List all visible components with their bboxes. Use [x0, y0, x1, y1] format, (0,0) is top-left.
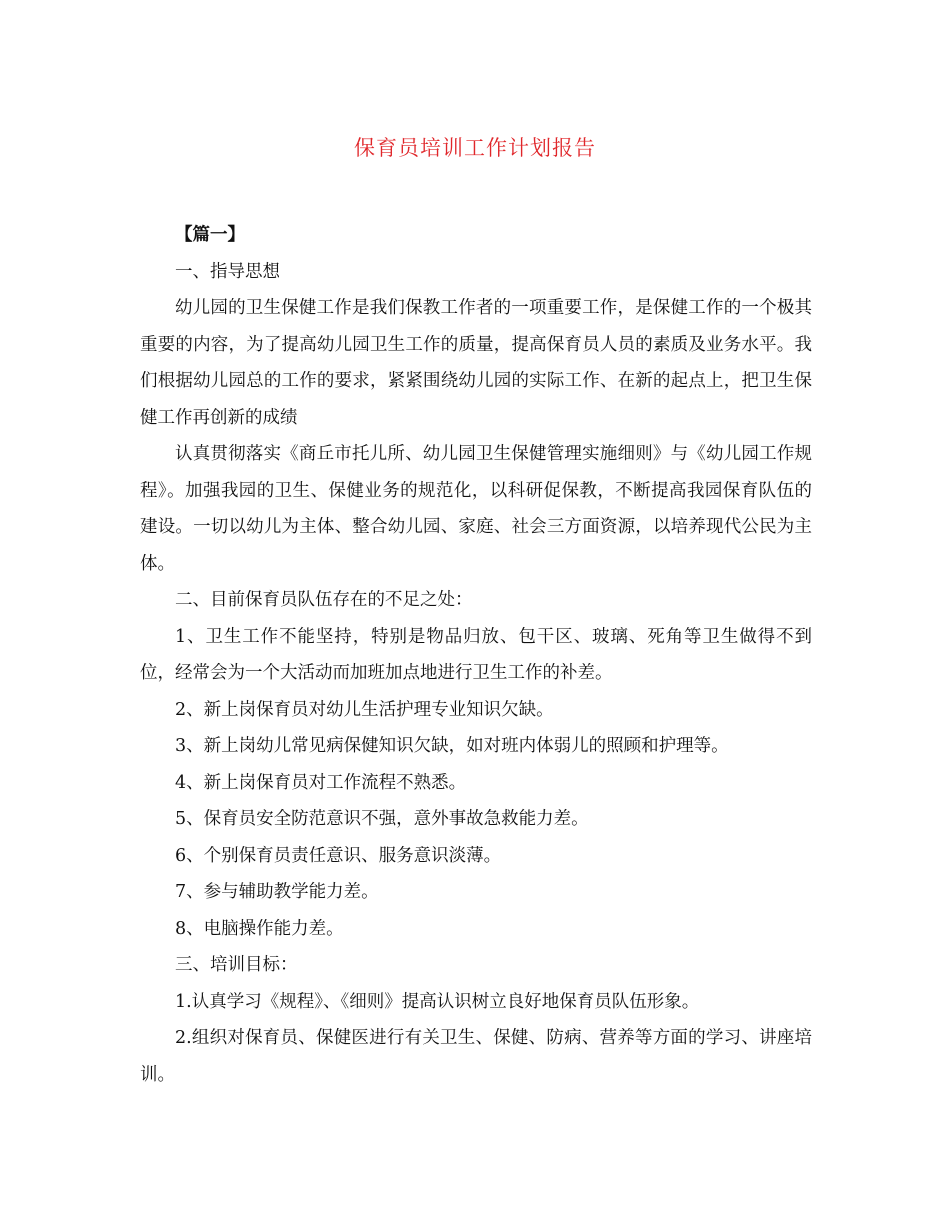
paragraph: 幼儿园的卫生保健工作是我们保教工作者的一项重要工作，是保健工作的一个极其重要的内容，为了提高幼儿园卫生工作的质量，提高保育员人员的素质及业务水平。我们根据幼儿园总的工作的要求，紧紧围绕幼儿园的实际工作、在新的起点上，把卫生保健工作再创新的成绩 [140, 298, 812, 428]
list-item: 1.认真学习《规程》、《细则》提高认识树立良好地保育员队伍形象。 [175, 991, 700, 1012]
list-item: 8、电脑操作能力差。 [175, 918, 344, 939]
list-item: 6、个别保育员责任意识、服务意识淡薄。 [175, 845, 502, 866]
document-body [140, 217, 812, 1093]
list-item: 3、新上岗幼儿常见病保健知识欠缺，如对班内体弱儿的照顾和护理等。 [175, 736, 729, 756]
document-title: 保育员培训工作计划报告 [354, 136, 596, 160]
heading-guiding-ideology: 一、指导思想 [175, 261, 280, 282]
heading-training-goals: 三、培训目标： [175, 955, 298, 975]
list-item: 7、参与辅助教学能力差。 [175, 882, 379, 902]
paragraph: 认真贯彻落实《商丘市托儿所、幼儿园卫生保健管理实施细则》与《幼儿园工作规程》。加强我园的卫生、保健业务的规范化，以科研促保教，不断提高我园保育队伍的建设。一切以幼儿为主体、整合幼儿园、家庭、社会三方面资源，以培养现代公民为主体。 [140, 444, 812, 574]
list-item: 5、保育员安全防范意识不强，意外事故急救能力差。 [175, 809, 589, 829]
list-item: 4、新上岗保育员对工作流程不熟悉。 [175, 772, 467, 793]
section-tag: 【篇一】 [175, 225, 245, 245]
heading-shortcomings: 二、目前保育员队伍存在的不足之处： [175, 590, 473, 610]
list-item: 2.组织对保育员、保健医进行有关卫生、保健、防病、营养等方面的学习、讲座培训。 [140, 1028, 812, 1085]
list-item: 1、卫生工作不能坚持，特别是物品归放、包干区、玻璃、死角等卫生做得不到位，经常会为一个大活动而加班加点地进行卫生工作的补差。 [140, 626, 812, 683]
list-item: 2、新上岗保育员对幼儿生活护理专业知识欠缺。 [175, 699, 554, 720]
